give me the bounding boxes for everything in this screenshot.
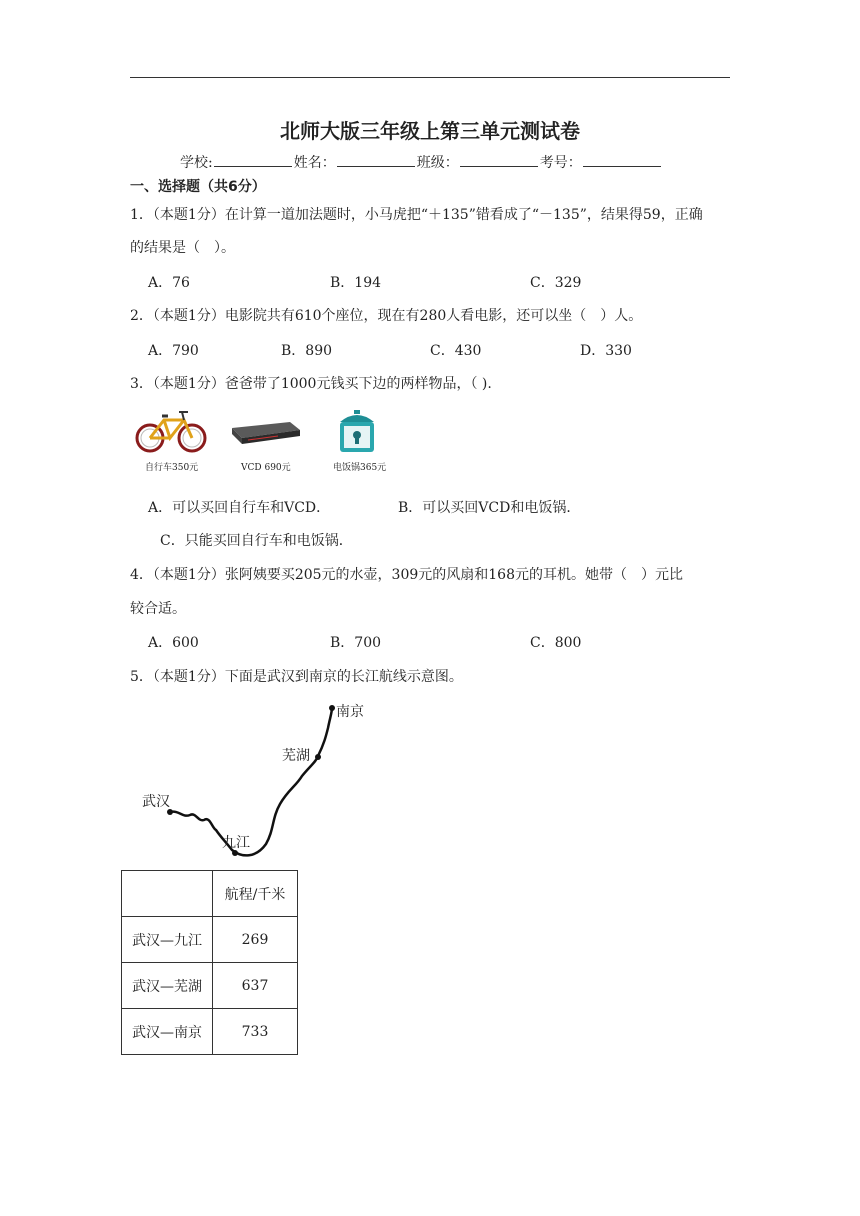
question-3-line1: 3．（本题1分）爸爸带了1000元钱买下边的两样物品，（ ).	[130, 376, 492, 392]
table-header-row	[122, 871, 298, 917]
q1-option-c[interactable]: C．329	[530, 275, 582, 291]
vcd-player-icon	[228, 418, 302, 448]
table-cell: 航程/千米	[213, 871, 298, 917]
question-2-line1: 2．（本题1分）电影院共有610个座位，现在有280人看电影，还可以坐（ ）人。	[130, 308, 643, 324]
map-label-nanjing: 南京	[336, 704, 364, 720]
q4-option-a[interactable]: A．600	[148, 635, 199, 651]
question-5-line1: 5．（本题1分）下面是武汉到南京的长江航线示意图。	[130, 669, 463, 685]
name-blank[interactable]	[337, 154, 415, 167]
q3-option-c[interactable]: C．只能买回自行车和电饭锅．	[160, 533, 353, 549]
class-blank[interactable]	[460, 154, 538, 167]
school-blank[interactable]	[214, 154, 292, 167]
question-4-line1: 4．（本题1分）张阿姨要买205元的水壶，309元的风扇和168元的耳机。她带（ ）元比	[130, 567, 683, 583]
school-label: 学校:	[180, 155, 213, 171]
q4-option-b[interactable]: B．700	[330, 635, 382, 651]
table-cell: 637	[213, 963, 298, 1009]
question-1-line1: 1．（本题1分）在计算一道加法题时，小马虎把“＋135”错看成了“－135”，结果得59，正确	[130, 207, 703, 223]
q3-option-b[interactable]: B．可以买回VCD和电饭锅．	[398, 500, 581, 516]
table-cell: 269	[213, 917, 298, 963]
table-row	[122, 1009, 298, 1055]
class-label: 班级：	[416, 155, 459, 171]
q1-option-a[interactable]: A．76	[148, 275, 190, 291]
q2-option-a[interactable]: A．790	[148, 343, 199, 359]
vcd-caption: VCD 690元	[241, 463, 291, 473]
bicycle-icon	[134, 406, 208, 456]
q3-option-a[interactable]: A．可以买回自行车和VCD．	[148, 500, 331, 516]
q1-option-b[interactable]: B．194	[330, 275, 382, 291]
map-label-wuhu: 芜湖	[282, 748, 310, 764]
bicycle-caption: 自行车350元	[145, 463, 199, 473]
section-heading: 一、选择题（共6分）	[130, 179, 266, 195]
name-label: 姓名：	[293, 155, 336, 171]
page-title: 北师大版三年级上第三单元测试卷	[280, 119, 580, 143]
question-1-line2: 的结果是（ ）。	[130, 240, 235, 256]
table-cell: 733	[213, 1009, 298, 1055]
map-label-jiujiang: 九江	[222, 835, 250, 851]
exam-no-label: 考号：	[539, 155, 582, 171]
q2-option-b[interactable]: B．890	[281, 343, 333, 359]
header-rule	[130, 77, 730, 78]
map-label-wuhan: 武汉	[142, 794, 170, 810]
table-row	[122, 963, 298, 1009]
q2-option-c[interactable]: C．430	[430, 343, 482, 359]
student-info	[180, 152, 663, 172]
table-cell	[122, 871, 213, 917]
table-cell: 武汉—南京	[122, 1009, 213, 1055]
question-4-line2: 较合适。	[130, 601, 186, 617]
rice-cooker-icon	[334, 408, 380, 456]
q2-option-d[interactable]: D．330	[580, 343, 632, 359]
table-row	[122, 917, 298, 963]
route-distance-table	[121, 870, 298, 1055]
q4-option-c[interactable]: C．800	[530, 635, 582, 651]
exam-no-blank[interactable]	[583, 154, 661, 167]
rice-cooker-caption: 电饭锅365元	[333, 463, 387, 473]
table-cell: 武汉—芜湖	[122, 963, 213, 1009]
table-cell: 武汉—九江	[122, 917, 213, 963]
